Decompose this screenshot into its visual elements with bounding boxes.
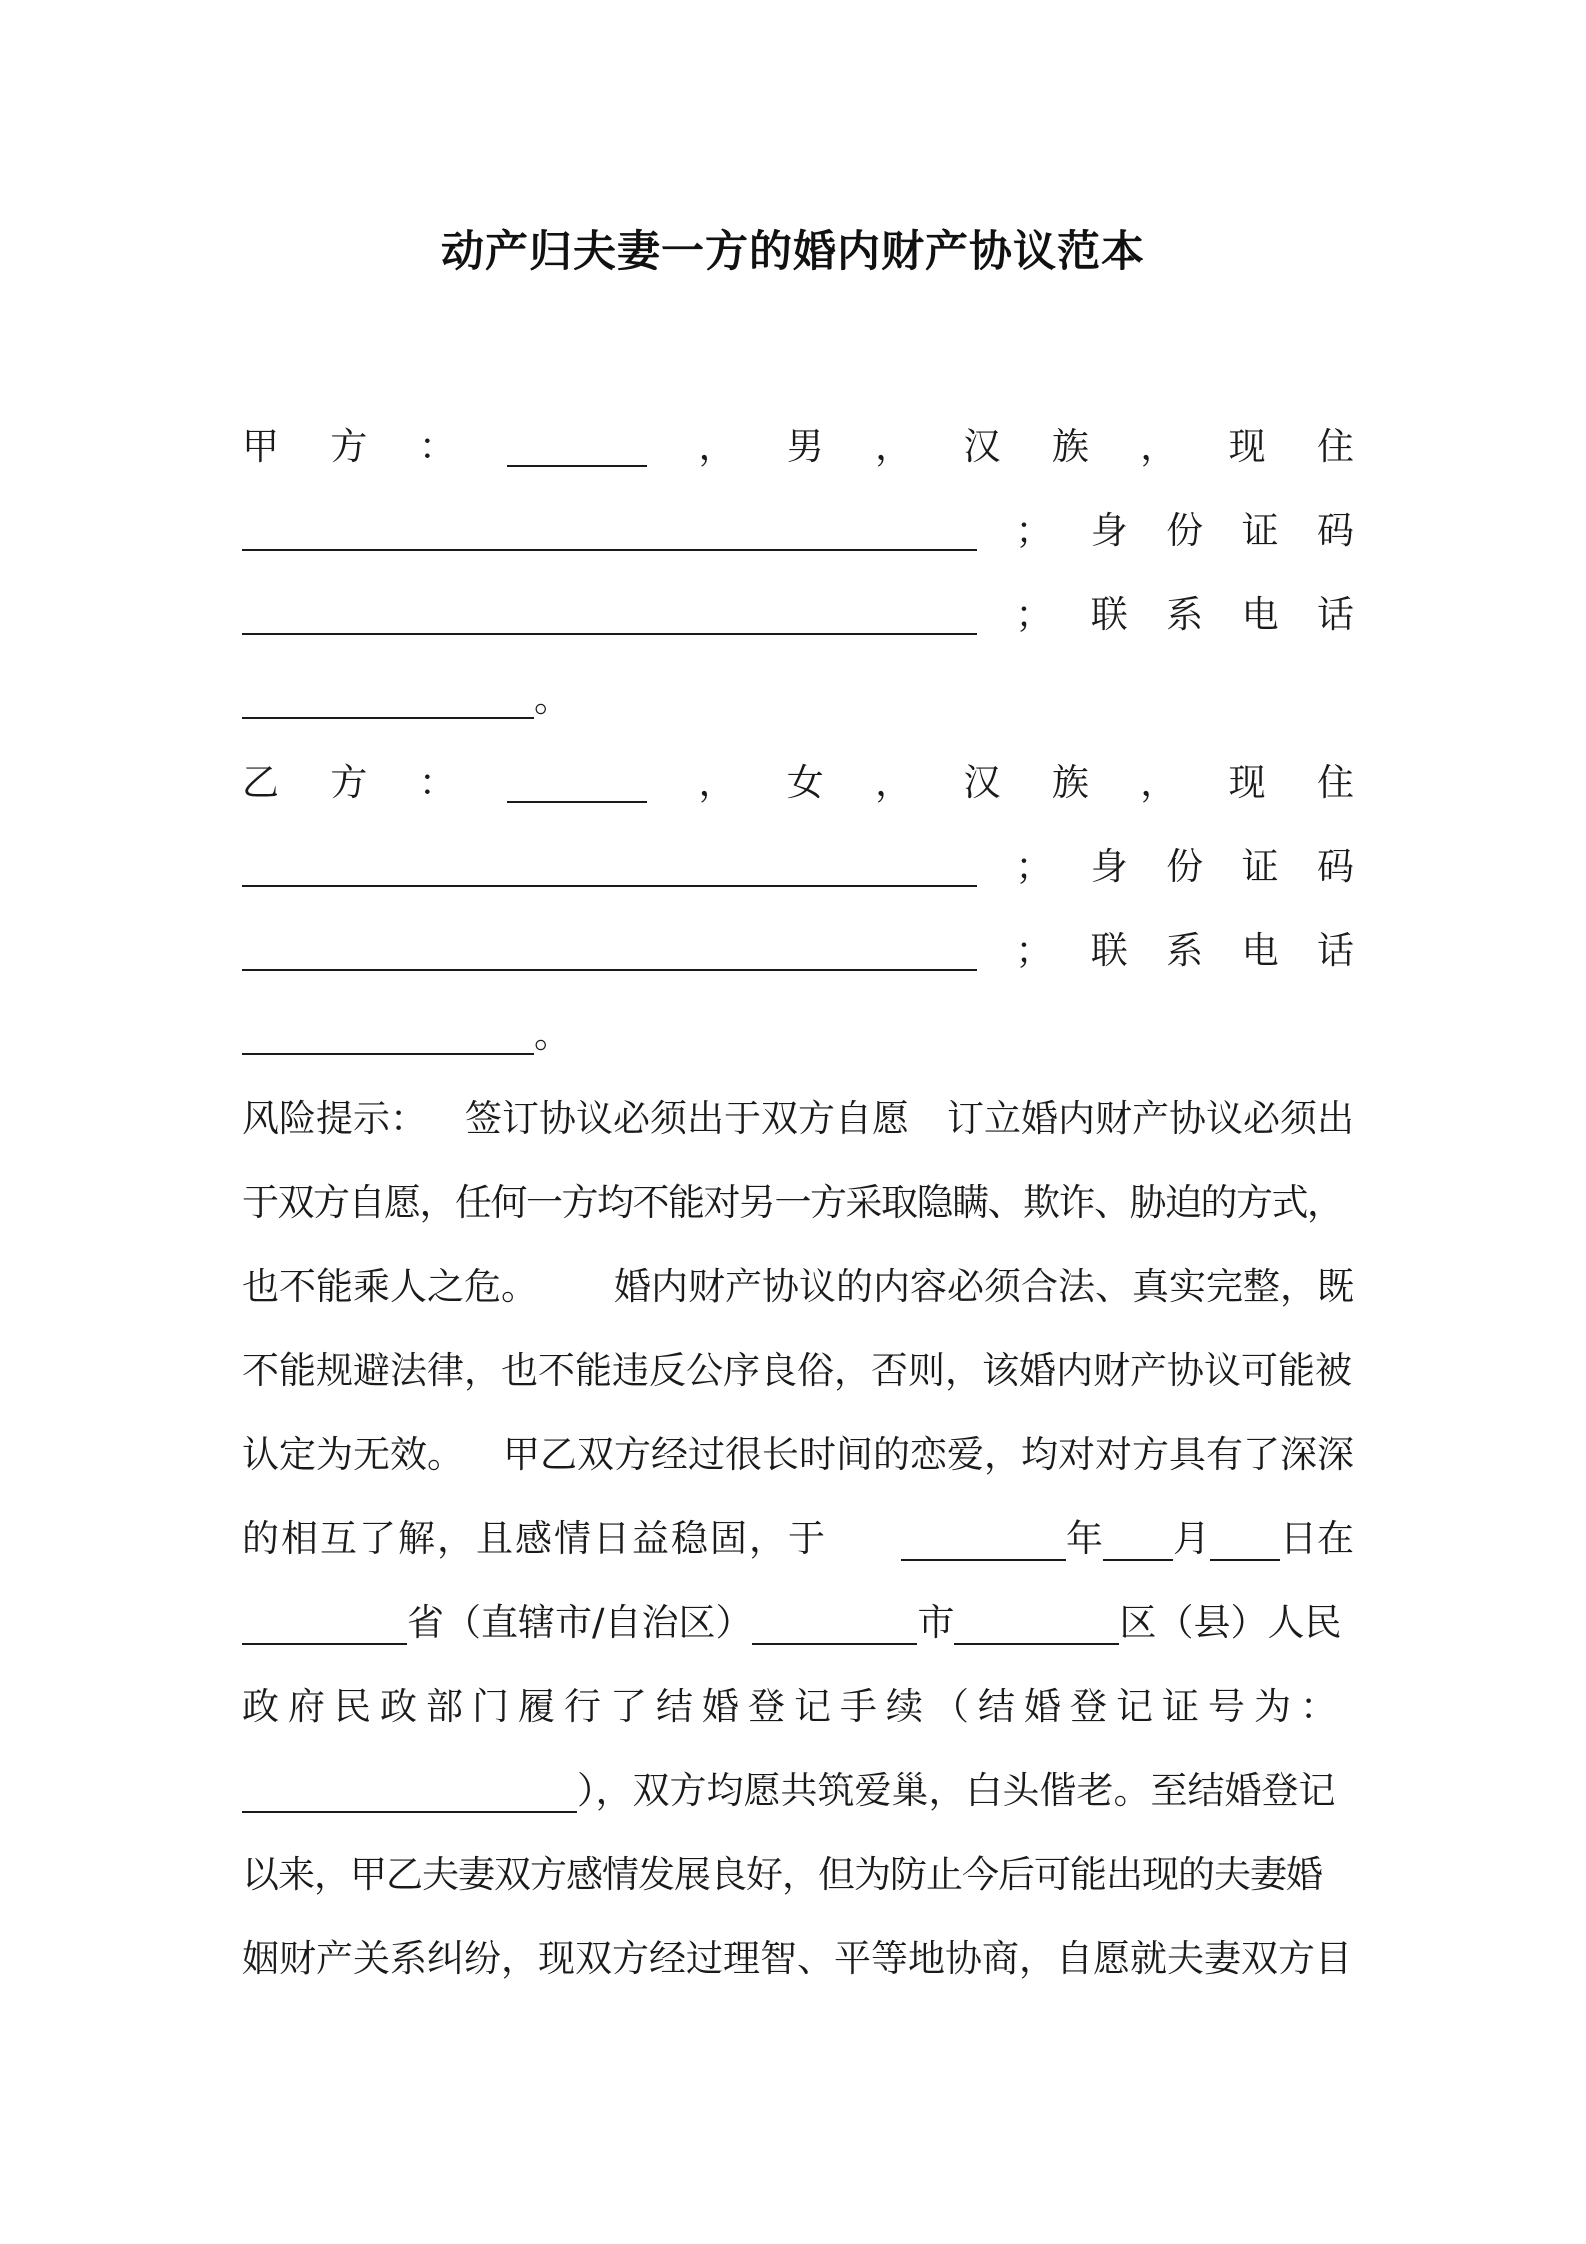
char: 族 <box>1051 761 1089 804</box>
location-fields <box>242 1581 1341 1665</box>
blank-name[interactable] <box>507 435 647 467</box>
char: ， <box>1140 425 1178 468</box>
blank-address[interactable] <box>242 519 977 551</box>
body-line-6 <box>242 1497 1354 1581</box>
party-a-line-2 <box>242 489 1354 573</box>
char: 系 <box>1166 593 1204 636</box>
party-a-line-3 <box>242 573 1354 657</box>
text-segment: ），双方均愿共筑爱巢，白头偕老。至结婚登记 <box>577 1769 1336 1812</box>
text-segment: 认定为无效。 <box>242 1433 464 1476</box>
char: 电 <box>1241 929 1279 972</box>
char: ； <box>1015 509 1053 552</box>
char: 住 <box>1316 425 1354 468</box>
char: 汉 <box>963 425 1001 468</box>
party-b-line-2 <box>242 825 1354 909</box>
text-segment: 婚内财产协议的内容必须合法、真实完整，既 <box>614 1265 1354 1308</box>
char: 联 <box>1090 593 1128 636</box>
text-segment: 政府民政部门履行了结婚登记手续（结婚登记证号为： <box>242 1685 1346 1728</box>
char: ， <box>1140 761 1178 804</box>
body-line-2 <box>242 1161 1354 1245</box>
char: 方 <box>330 761 368 804</box>
char: ， <box>875 761 913 804</box>
char: ， <box>698 761 736 804</box>
text-segment: 订立婚内财产协议必须出 <box>947 1097 1354 1140</box>
blank-name[interactable] <box>507 771 647 803</box>
char: 方 <box>330 425 368 468</box>
text-segment: 的相互了解，且感情日益稳固，于 <box>242 1517 827 1560</box>
char: 身 <box>1090 845 1128 888</box>
char: 甲 <box>242 425 279 468</box>
blank-province[interactable] <box>242 1613 407 1645</box>
blank-phone[interactable] <box>242 687 534 719</box>
char: 码 <box>1316 509 1354 552</box>
text-segment: 日在 <box>1280 1517 1354 1560</box>
char: 现 <box>1228 425 1266 468</box>
blank-certificate-number[interactable] <box>242 1781 577 1813</box>
char: 电 <box>1241 593 1279 636</box>
char: 话 <box>1316 929 1354 972</box>
body-line-4 <box>242 1329 1354 1413</box>
text-segment: 省（直辖市/自治区） <box>407 1601 753 1644</box>
body-line-11 <box>242 1917 1354 2001</box>
char: ， <box>698 425 736 468</box>
char: 现 <box>1228 761 1266 804</box>
party-b-line-1 <box>242 741 1354 825</box>
char: 证 <box>1241 509 1279 552</box>
body-line-5 <box>242 1413 1354 1497</box>
char: ， <box>875 425 913 468</box>
char: ； <box>1015 929 1053 972</box>
char: 联 <box>1090 929 1128 972</box>
text-segment: 于双方自愿，任何一方均不能对另一方采取隐瞒、欺诈、胁迫的方式， <box>242 1181 1343 1224</box>
char: 乙 <box>242 761 279 804</box>
text-segment: 也不能乘人之危。 <box>242 1265 538 1308</box>
risk-label: 风险提示： <box>242 1097 427 1140</box>
date-fields <box>901 1497 1354 1581</box>
blank-address[interactable] <box>242 855 977 887</box>
blank-id-number[interactable] <box>242 939 977 971</box>
char: 族 <box>1051 425 1089 468</box>
char: ： <box>418 761 456 804</box>
char: 系 <box>1166 929 1204 972</box>
body-line-8 <box>242 1665 1354 1749</box>
party-b-line-4 <box>242 993 1354 1077</box>
char: 市 <box>917 1601 955 1644</box>
char: 男 <box>786 425 824 468</box>
blank-year[interactable] <box>901 1529 1066 1561</box>
char: 住 <box>1316 761 1354 804</box>
char: 汉 <box>963 761 1001 804</box>
text-segment: 签订协议必须出于双方自愿 <box>465 1097 909 1140</box>
document-body <box>242 405 1354 2001</box>
char: 份 <box>1166 845 1204 888</box>
text-segment: 甲乙双方经过很长时间的恋爱，均对对方具有了深深 <box>503 1433 1354 1476</box>
party-a-line-4 <box>242 657 1354 741</box>
char: 话 <box>1316 593 1354 636</box>
party-a-line-1 <box>242 405 1354 489</box>
char: 年 <box>1066 1517 1103 1560</box>
char: ； <box>1015 593 1053 636</box>
body-line-3 <box>242 1245 1354 1329</box>
body-line-10 <box>242 1833 1354 1917</box>
text-segment: 区（县）人民 <box>1119 1601 1342 1644</box>
blank-district[interactable] <box>954 1613 1119 1645</box>
blank-id-number[interactable] <box>242 603 977 635</box>
char: 。 <box>534 677 571 720</box>
char: 份 <box>1166 509 1204 552</box>
char: ； <box>1015 845 1053 888</box>
char: 身 <box>1090 509 1128 552</box>
char: 女 <box>786 761 824 804</box>
text-segment: 姻财产关系纠纷，现双方经过理智、平等地协商，自愿就夫妻双方目 <box>242 1937 1352 1980</box>
blank-month[interactable] <box>1103 1529 1173 1561</box>
body-line-1 <box>242 1077 1354 1161</box>
char: 。 <box>534 1013 571 1056</box>
party-b-line-3 <box>242 909 1354 993</box>
certificate-field <box>242 1749 1336 1833</box>
blank-day[interactable] <box>1210 1529 1280 1561</box>
blank-city[interactable] <box>752 1613 917 1645</box>
char: 证 <box>1241 845 1279 888</box>
char: ： <box>418 425 456 468</box>
text-segment: 以来，甲乙夫妻双方感情发展良好，但为防止今后可能出现的夫妻婚 <box>242 1853 1322 1896</box>
document-title: 动产归夫妻一方的婚内财产协议范本 <box>441 227 1145 277</box>
body-line-9 <box>242 1749 1354 1833</box>
blank-phone[interactable] <box>242 1023 534 1055</box>
char: 码 <box>1316 845 1354 888</box>
char: 月 <box>1173 1517 1210 1560</box>
body-line-7 <box>242 1581 1354 1665</box>
text-segment: 不能规避法律，也不能违反公序良俗，否则，该婚内财产协议可能被 <box>242 1349 1352 1392</box>
